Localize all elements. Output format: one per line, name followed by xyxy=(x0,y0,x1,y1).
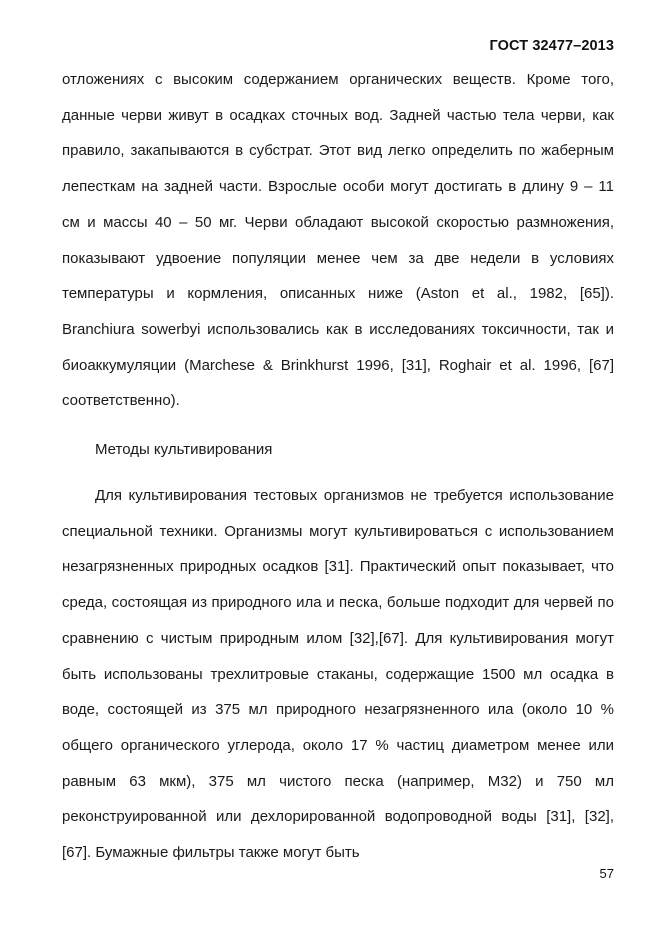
paragraph-continuation: отложениях с высоким содержанием органических веществ. Кроме того, данные черви живут в осадках сточных вод. Задней частью тела черви, как правило, закапываются в субстрат. Этот вид легко определить по жаберным лепесткам на задней части. Взрослые особи могут достигать в длину 9 – 11 см и массы 40 – 50 мг. Черви обладают высокой скоростью размножения, показывают удвоение популяции менее чем за две недели в условиях температуры и кормления, описанных ниже (Aston et al., 1982, [65]). Branchiura sowerbyi использовались как в исследованиях токсичности, так и биоаккумуляции (Marchese & Brinkhurst 1996, [31], Roghair et al. 1996, [67] соответственно). xyxy=(62,71,614,410)
page-number: 57 xyxy=(599,866,614,881)
section-heading: Методы культивирования xyxy=(95,441,273,458)
paragraph-methods: Для культивирования тестовых организмов не требуется использование специальной техники. Организмы могут культивироваться с использованием незагрязненных природных осадков [31]. Практический опыт показывает, что среда, состоящая из природного ила и песка, больше подходит для червей по сравнению с чистым природным илом [32],[67]. Для культивирования могут быть использованы трехлитровые стаканы, содержащие 1500 мл осадка в воде, состоящей из 375 мл природного незагрязненного ила (около 10 % общего органического углерода, около 17 % частиц диаметром менее или равным 63 мкм), 375 мл чистого песка (например, М32) и 750 мл реконструированной или дехлорированной водопроводной воды [31], [32], [67]. Бумажные фильтры также могут быть xyxy=(62,487,614,862)
standard-header: ГОСТ 32477–2013 xyxy=(489,38,614,54)
